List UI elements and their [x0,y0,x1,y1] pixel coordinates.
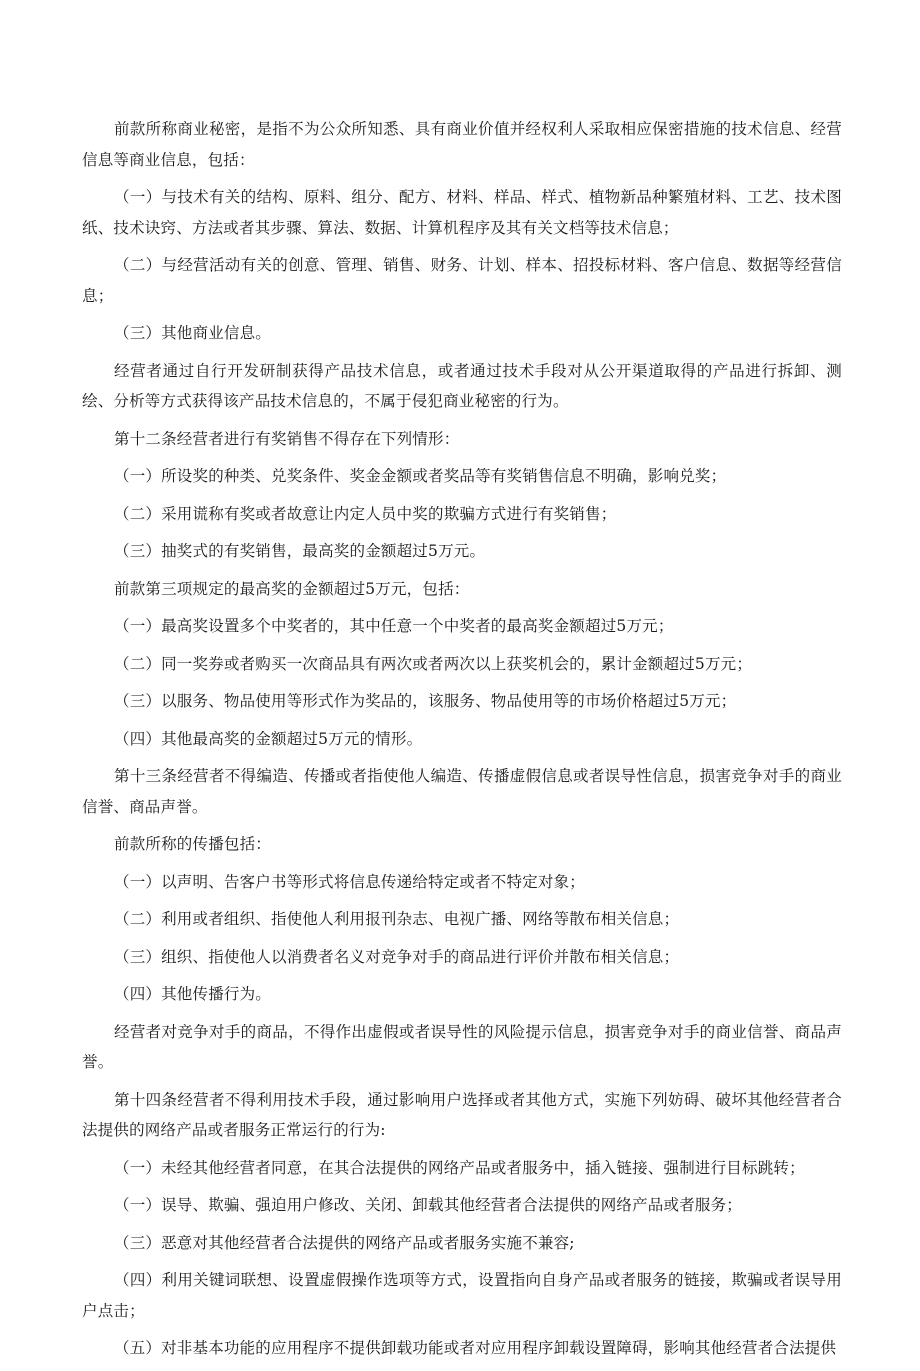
article-heading: 第十二条经营者进行有奖销售不得存在下列情形： [114,429,460,448]
paragraph: （三）恶意对其他经营者合法提供的网络产品或者服务实施不兼容; [114,1233,575,1252]
paragraph: （三）组织、指使他人以消费者名义对竞争对手的商品进行评价并散布相关信息； [114,947,680,966]
paragraph: （五）对非基本功能的应用程序不提供卸载功能或者对应用程序卸载设置障碍，影响其他经营者合法提供 [114,1339,837,1357]
paragraph: （二）同一奖券或者购买一次商品具有两次或者两次以上获奖机会的，累计金额超过5万元； [114,654,753,673]
paragraph: （四）利用关键词联想、设置虚假操作选项等方式，设置指向自身产品或者服务的链接，欺骗或者误导用户点击； [82,1271,842,1320]
document-page [82,114,842,1371]
paragraph: 前款所称商业秘密，是指不为公众所知悉、具有商业价值并经权利人采取相应保密措施的技术信息、经营信息等商业信息，包括： [82,120,842,169]
paragraph: （二）与经营活动有关的创意、管理、销售、财务、计划、样本、招投标材料、客户信息、数据等经营信息； [82,256,842,305]
paragraph: （四）其他传播行为。 [114,985,272,1003]
paragraph: （四）其他最高奖的金额超过5万元的情形。 [114,729,423,748]
paragraph: （一）以声明、告客户书等形式将信息传递给特定或者不特定对象； [114,872,586,891]
article-heading: 第十三条经营者不得编造、传播或者指使他人编造、传播虚假信息或者误导性信息，损害竞争对手的商业信誉、商品声誉。 [82,767,842,816]
paragraph: （二）利用或者组织、指使他人利用报刊杂志、电视广播、网络等散布相关信息； [114,910,680,928]
paragraph: （一）与技术有关的结构、原料、组分、配方、材料、样品、样式、植物新品种繁殖材料、工艺、技术图纸、技术诀窍、方法或者其步骤、算法、数据、计算机程序及其有关文档等技术信息； [82,188,842,237]
paragraph: （一）最高奖设置多个中奖者的，其中任意一个中奖者的最高奖金额超过5万元； [114,617,674,635]
paragraph: （二）采用谎称有奖或者故意让内定人员中奖的欺骗方式进行有奖销售； [114,504,617,523]
paragraph: 前款第三项规定的最高奖的金额超过5万元，包括： [114,579,470,598]
paragraph: （一）所设奖的种类、兑奖条件、奖金金额或者奖品等有奖销售信息不明确，影响兑奖； [114,467,727,485]
paragraph: 经营者对竞争对手的商品，不得作出虚假或者误导性的风险提示信息，损害竞争对手的商业信誉、商品声誉。 [82,1022,842,1071]
paragraph: （一）误导、欺骗、强迫用户修改、关闭、卸载其他经营者合法提供的网络产品或者服务； [114,1196,743,1214]
paragraph: 经营者通过自行开发研制获得产品技术信息，或者通过技术手段对从公开渠道取得的产品进行拆卸、测绘、分析等方式获得该产品技术信息的，不属于侵犯商业秘密的行为。 [82,361,842,410]
paragraph: （三）抽奖式的有奖销售，最高奖的金额超过5万元。 [114,542,486,560]
article-heading: 第十四条经营者不得利用技术手段，通过影响用户选择或者其他方式，实施下列妨碍、破坏其他经营者合法提供的网络产品或者服务正常运行的行为: [82,1090,842,1139]
paragraph: （一）未经其他经营者同意，在其合法提供的网络产品或者服务中，插入链接、强制进行目标跳转； [114,1158,805,1177]
paragraph: （三）以服务、物品使用等形式作为奖品的，该服务、物品使用等的市场价格超过5万元； [114,692,737,710]
paragraph: （三）其他商业信息。 [114,324,272,342]
paragraph: 前款所称的传播包括： [114,835,272,853]
